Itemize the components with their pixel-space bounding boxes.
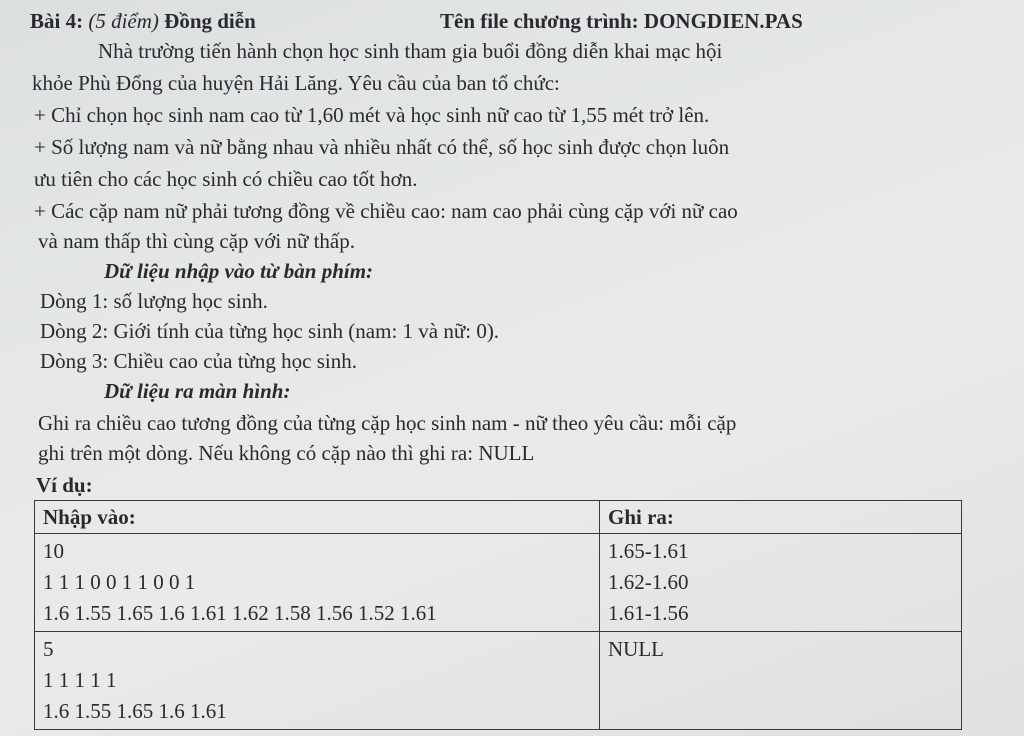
example-2-output-line-2	[608, 665, 953, 696]
example-table	[34, 500, 962, 730]
example-1-input	[35, 534, 600, 632]
output-heading: Dữ liệu ra màn hình:	[104, 379, 291, 403]
input-line-3: Dòng 3: Chiều cao của từng học sinh.	[40, 349, 357, 373]
table-row	[35, 534, 962, 632]
rule-1: + Chỉ chọn học sinh nam cao từ 1,60 mét và học sinh nữ cao từ 1,55 mét trở lên.	[34, 103, 710, 127]
rule-3-line-1: + Các cặp nam nữ phải tương đồng về chiều cao: nam cao phải cùng cặp với nữ cao	[34, 199, 738, 223]
problem-header	[30, 8, 256, 34]
example-2-output-line-3	[608, 696, 953, 727]
problem-label: Bài 4:	[30, 9, 84, 33]
example-label: Ví dụ:	[36, 473, 93, 497]
problem-title: Đồng diễn	[164, 9, 256, 33]
example-2-input-line-1: 5	[43, 637, 54, 661]
example-2-input-line-2: 1 1 1 1 1	[43, 668, 117, 692]
example-1-input-line-1: 10	[43, 539, 64, 563]
program-filename: Tên file chương trình: DONGDIEN.PAS	[440, 9, 803, 33]
output-line-2: ghi trên một dòng. Nếu không có cặp nào thì ghi ra: NULL	[38, 441, 535, 465]
intro-line-1: Nhà trường tiến hành chọn học sinh tham gia buổi đồng diễn khai mạc hội	[98, 39, 723, 63]
intro-line-2: khỏe Phù Đổng của huyện Hải Lăng. Yêu cầu của ban tổ chức:	[32, 71, 560, 95]
rule-3-line-2: và nam thấp thì cùng cặp với nữ thấp.	[38, 229, 355, 253]
example-2-input-line-3: 1.6 1.55 1.65 1.6 1.61	[43, 699, 227, 723]
output-line-1: Ghi ra chiều cao tương đồng của từng cặp học sinh nam - nữ theo yêu cầu: mỗi cặp	[38, 411, 737, 435]
example-1-input-line-3: 1.6 1.55 1.65 1.6 1.61 1.62 1.58 1.56 1.52 1.61	[43, 601, 437, 625]
example-1-output-line-3: 1.61-1.56	[608, 601, 689, 625]
table-header-row	[35, 501, 962, 534]
output-column-header: Ghi ra:	[600, 501, 962, 534]
example-1-output	[600, 534, 962, 632]
input-line-1: Dòng 1: số lượng học sinh.	[40, 289, 268, 313]
input-line-2: Dòng 2: Giới tính của từng học sinh (nam: 1 và nữ: 0).	[40, 319, 500, 343]
example-2-output	[600, 632, 962, 730]
example-1-input-line-2: 1 1 1 0 0 1 1 0 0 1	[43, 570, 196, 594]
rule-2-line-2: ưu tiên cho các học sinh có chiều cao tốt hơn.	[34, 167, 418, 191]
input-heading: Dữ liệu nhập vào từ bàn phím:	[104, 259, 374, 283]
problem-points: (5 điểm)	[88, 9, 159, 33]
table-row	[35, 632, 962, 730]
rule-2-line-1: + Số lượng nam và nữ bằng nhau và nhiều nhất có thể, số học sinh được chọn luôn	[34, 135, 730, 159]
example-2-input	[35, 632, 600, 730]
example-1-output-line-2: 1.62-1.60	[608, 570, 689, 594]
example-2-output-line-1: NULL	[608, 637, 664, 661]
input-column-header: Nhập vào:	[35, 501, 600, 534]
example-1-output-line-1: 1.65-1.61	[608, 539, 689, 563]
